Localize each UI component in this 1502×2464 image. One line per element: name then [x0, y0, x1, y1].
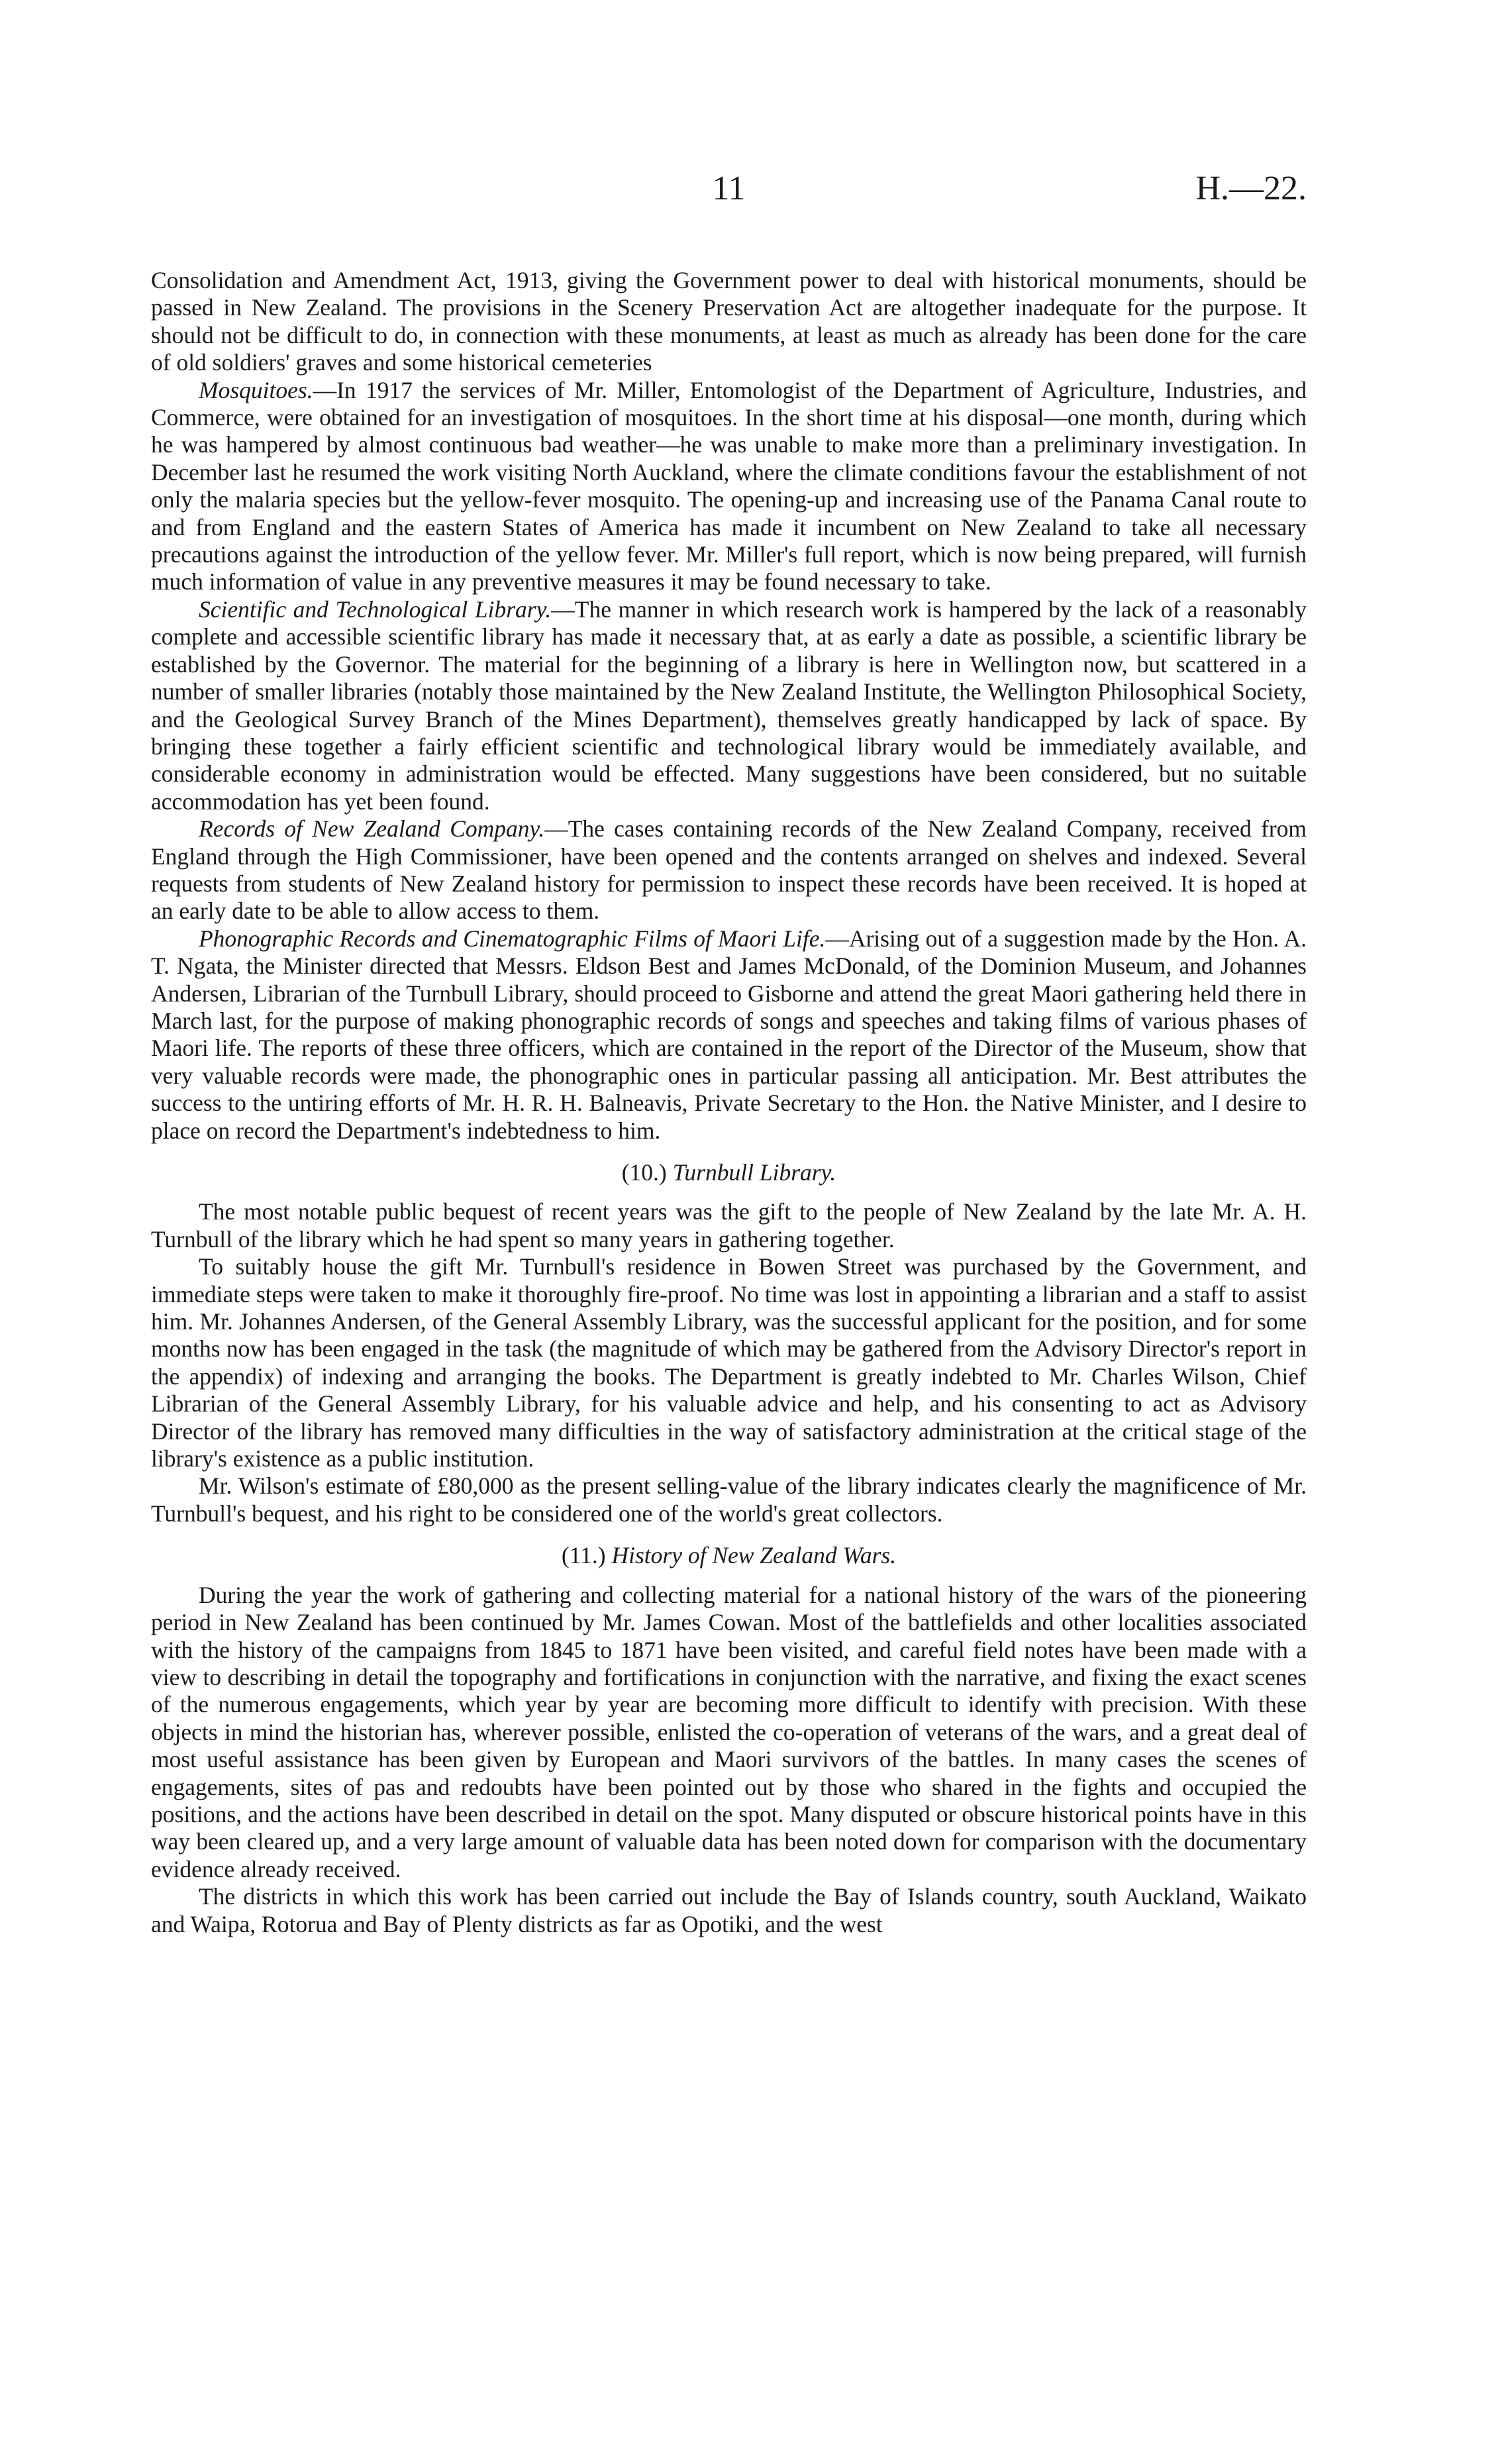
document-page	[151, 162, 1307, 1938]
section-title: History of New Zealand Wars.	[611, 1542, 897, 1569]
paragraph: To suitably house the gift Mr. Turnbull's residence in Bowen Street was purchased by the Government, and immediate steps were taken to make it thoroughly fire-proof. No time was lost in appointing a librarian and a staff to assist him. Mr. Johannes Andersen, of the General Assembly Library, was the successful applicant for the position, and for some months now has been engaged in the task (the magnitude of which may be gathered from the Advisory Director's report in the appendix) of indexing and arranging the books. The Department is greatly indebted to Mr. Charles Wilson, Chief Librarian of the General Assembly Library, for his valuable advice and help, and his consenting to act as Advisory Director of the library has removed many difficulties in the way of satisfactory administration at the critical stage of the library's existence as a public institution.	[151, 1253, 1307, 1472]
document-reference: H.—22.	[1195, 170, 1307, 207]
paragraph-nz-company-records	[151, 815, 1307, 925]
paragraph-phonographic-records	[151, 925, 1307, 1145]
section-heading-turnbull-library	[151, 1159, 1307, 1186]
paragraph: The most notable public bequest of recent years was the gift to the people of New Zealand by the late Mr. A. H. Turnbull of the library which he had spent so many years in gathering together.	[151, 1198, 1307, 1253]
paragraph-lead: Mosquitoes.	[199, 376, 313, 403]
paragraph-text: —The cases containing records of the New Zealand Company, received from England through the High Commissioner, have been opened and the contents arranged on shelves and indexed. Several requests from students of New Zealand history for permission to inspect these records have been received. It is hoped at an early date to be able to allow access to them.	[151, 815, 1307, 925]
section-number: (11.)	[561, 1542, 606, 1569]
paragraph: During the year the work of gathering and collecting material for a national history of the wars of the pioneering period in New Zealand has been continued by Mr. James Cowan. Most of the battlefields and other localities associated with the history of the campaigns from 1845 to 1871 have been visited, and careful field notes have been made with a view to describing in detail the topography and fortifications in conjunction with the narrative, and fixing the exact scenes of the numerous engagements, which year by year are becoming more difficult to identify with precision. With these objects in mind the historian has, wherever possible, enlisted the co-operation of veterans of the wars, and a great deal of most useful assistance has been given by European and Maori survivors of the battles. In many cases the scenes of engagements, sites of pas and redoubts have been pointed out by those who shared in the fights and occupied the positions, and the actions have been described in detail on the spot. Many disputed or obscure historical points have in this way been cleared up, and a very large amount of valuable data has been noted down for comparison with the documentary evidence already received.	[151, 1581, 1307, 1882]
paragraph-lead: Records of New Zealand Company.	[199, 815, 545, 843]
paragraph-continuation	[151, 267, 1307, 377]
paragraph-lead: Scientific and Technological Library.	[199, 595, 552, 623]
paragraph-text: Consolidation and Amendment Act, 1913, giving the Government power to deal with historical monuments, should be passed in New Zealand. The provisions in the Scenery Preservation Act are altogether inadequate for the purpose. It should not be difficult to do, in connection with these monuments, at least as much as already has been done for the care of old soldiers' graves and some historical cemeteries	[151, 267, 1307, 376]
section-heading-nz-wars	[151, 1542, 1307, 1569]
paragraph: Mr. Wilson's estimate of £80,000 as the present selling-value of the library indicates clearly the magnificence of Mr. Turnbull's bequest, and his right to be considered one of the world's great collectors.	[151, 1472, 1307, 1527]
body-text	[151, 267, 1307, 1938]
paragraph: The districts in which this work has been carried out include the Bay of Islands country, south Auckland, Waikato and Waipa, Rotorua and Bay of Plenty districts as far as Opotiki, and the west	[151, 1883, 1307, 1937]
section-number: (10.)	[621, 1159, 667, 1186]
section-title: Turnbull Library.	[672, 1159, 836, 1186]
paragraph-scientific-library	[151, 596, 1307, 815]
paragraph-mosquitoes	[151, 377, 1307, 596]
page-number: 11	[712, 170, 746, 207]
page-header	[151, 162, 1307, 229]
paragraph-text: —Arising out of a suggestion made by the Hon. A. T. Ngata, the Minister directed that Messrs. Eldson Best and James McDonald, of the Dominion Museum, and Johannes Andersen, Librarian of the Turnbull Library, should proceed to Gisborne and attend the great Maori gathering held there in March last, for the purpose of making phonographic records of songs and speeches and taking films of various phases of Maori life. The reports of these three officers, which are contained in the report of the Director of the Museum, show that very valuable records were made, the phonographic ones in particular passing all anticipation. Mr. Best attributes the success to the untiring efforts of Mr. H. R. H. Balneavis, Private Secretary to the Hon. the Native Minister, and I desire to place on record the Department's indebtedness to him.	[151, 925, 1307, 1144]
paragraph-text: —The manner in which research work is hampered by the lack of a reasonably complete and accessible scientific library has made it necessary that, at as early a date as possible, a scientific library be established by the Governor. The material for the beginning of a library is here in Wellington now, but scattered in a number of smaller libraries (notably those maintained by the New Zealand Institute, the Wellington Philosophical Society, and the Geological Survey Branch of the Mines Department), themselves greatly handicapped by lack of space. By bringing these together a fairly efficient scientific and technological library would be immediately available, and considerable economy in administration would be effected. Many suggestions have been considered, but no suitable accommodation has yet been found.	[151, 595, 1307, 815]
paragraph-text: —In 1917 the services of Mr. Miller, Entomologist of the Department of Agriculture, Industries, and Commerce, were obtained for an investigation of mosquitoes. In the short time at his disposal—one month, during which he was hampered by almost continuous bad weather—he was unable to make more than a preliminary investigation. In December last he resumed the work visiting North Auckland, where the climate conditions favour the establishment of not only the malaria species but the yellow-fever mosquito. The opening-up and increasing use of the Panama Canal route to and from England and the eastern States of America has made it incumbent on New Zealand to take all necessary precautions against the introduction of the yellow fever. Mr. Miller's full report, which is now being prepared, will furnish much information of value in any preventive measures it may be found necessary to take.	[151, 376, 1307, 595]
paragraph-lead: Phonographic Records and Cinematographic Films of Maori Life.	[199, 925, 826, 952]
